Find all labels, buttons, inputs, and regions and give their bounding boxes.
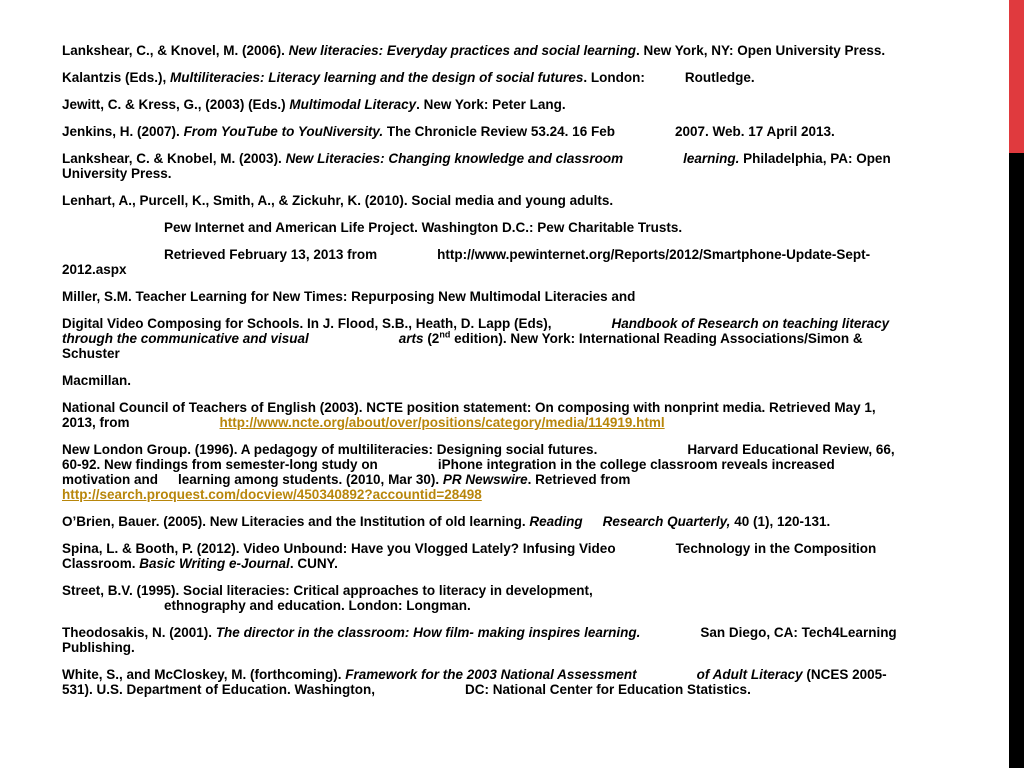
reference-new-london [62,442,902,502]
reference-jewitt [62,97,902,112]
ref-title: learning. [683,151,740,166]
ref-title: The director in the classroom: How film- making inspires learning. [215,625,641,640]
ref-superscript: nd [439,329,451,340]
ref-title: New literacies: Everyday practices and social learning [288,43,636,58]
ref-title: New Literacies: Changing knowledge and classroom [285,151,624,166]
ref-text: Theodosakis, N. (2001). [62,625,216,640]
ref-text: learning among students. (2010, Mar 30). [178,472,443,487]
ref-text: Jenkins, H. (2007). [62,124,184,139]
reference-white [62,667,902,697]
ref-text: White, S., and McCloskey, M. (forthcoming). [62,667,346,682]
ref-url: http://www.pewinternet.org/Reports/2012/Smartphone-Update-Sept-2012.aspx [62,247,871,277]
ref-text: Harvard Educational Review, 66, 60-92. New findings from semester-long study on [62,442,895,472]
ref-text: Pew Internet and American Life Project. Washington D.C.: Pew Charitable Trusts. [164,220,683,235]
ref-text: National Council of Teachers of English (2003). NCTE position statement: On composing with nonprint media. Retrieved May 1, 2013, from [62,400,876,430]
ref-text: Routledge. [684,70,755,85]
ref-text: San Diego, CA: Tech4Learning Publishing. [62,625,897,655]
ref-text: . New York, NY: Open University Press. [636,43,886,58]
ref-title: Multimodal Literacy [289,97,417,112]
ref-text: Street, B.V. (1995). Social literacies: Critical approaches to literacy in development, [62,583,593,598]
ref-text: Jewitt, C. & Kress, G., (2003) (Eds.) [62,97,290,112]
reference-spina [62,541,902,571]
ref-text: Lankshear, C., & Knovel, M. (2006). [62,43,289,58]
ref-text: . New York: Peter Lang. [416,97,566,112]
reference-street [62,583,902,613]
reference-miller [62,289,902,388]
reference-list [62,43,902,709]
reference-ncte [62,400,902,430]
ref-title: Reading [529,514,583,529]
ref-text: . London: [583,70,645,85]
ref-text: iPhone integration in the college classroom reveals increased motivation and [62,457,835,487]
reference-lankshear-2006 [62,43,902,58]
proquest-link[interactable]: http://search.proquest.com/docview/450340892?accountid=28498 [62,487,482,502]
ref-text: . CUNY. [289,556,338,571]
ref-title: Framework for the 2003 National Assessment [345,667,637,682]
ref-text: Philadelphia, PA: Open University Press. [62,151,891,181]
ref-title: arts [398,331,424,346]
ref-text: (NCES 2005-531). U.S. Department of Education. Washington, [62,667,887,697]
reference-lenhart [62,193,902,277]
reference-theodosakis [62,625,902,655]
ncte-link[interactable]: http://www.ncte.org/about/over/positions/category/media/114919.html [219,415,665,430]
ref-text: Lenhart, A., Purcell, K., Smith, A., & Zickuhr, K. (2010). Social media and young adults. [62,193,614,208]
ref-title: Handbook of Research on teaching literacy through the communicative and visual [62,316,890,346]
ref-text: 2007. Web. 17 April 2013. [674,124,835,139]
ref-text: 40 (1), 120-131. [730,514,831,529]
ref-text: (2 [423,331,440,346]
ref-text: Kalantzis (Eds.), [62,70,171,85]
ref-title: From YouTube to YouNiversity. [183,124,384,139]
ref-title: PR Newswire [442,472,528,487]
ref-text: edition). New York: International Reading Associations/Simon & Schuster [62,331,863,361]
ref-text: . Retrieved from [527,472,631,487]
ref-text: DC: National Center for Education Statistics. [465,682,751,697]
ref-title: Basic Writing e-Journal [139,556,290,571]
reference-kalantzis [62,70,902,85]
ref-text: New London Group. (1996). A pedagogy of multiliteracies: Designing social futures. [62,442,598,457]
reference-lankshear-2003 [62,151,902,181]
ref-title: Research Quarterly, [602,514,731,529]
accent-bar-black [1009,153,1024,768]
ref-title: Multiliteracies: Literacy learning and the design of social futures [170,70,584,85]
ref-text: Miller, S.M. Teacher Learning for New Times: Repurposing New Multimodal Literacies and [62,289,636,304]
ref-text: Spina, L. & Booth, P. (2012). Video Unbound: Have you Vlogged Lately? Infusing Video [62,541,616,556]
ref-title: of Adult Literacy [696,667,803,682]
ref-text: Retrieved February 13, 2013 from [164,247,378,262]
ref-text: ethnography and education. London: Longman. [164,598,471,613]
reference-obrien [62,514,902,529]
ref-text: Technology in the Composition Classroom. [62,541,877,571]
ref-text: The Chronicle Review 53.24. 16 Feb [383,124,615,139]
accent-bar-red [1009,0,1024,153]
ref-text: O’Brien, Bauer. (2005). New Literacies and the Institution of old learning. [62,514,530,529]
ref-text: Macmillan. [62,373,132,388]
reference-jenkins [62,124,902,139]
ref-text: Digital Video Composing for Schools. In J. Flood, S.B., Heath, D. Lapp (Eds), [62,316,552,331]
ref-text: Lankshear, C. & Knobel, M. (2003). [62,151,286,166]
